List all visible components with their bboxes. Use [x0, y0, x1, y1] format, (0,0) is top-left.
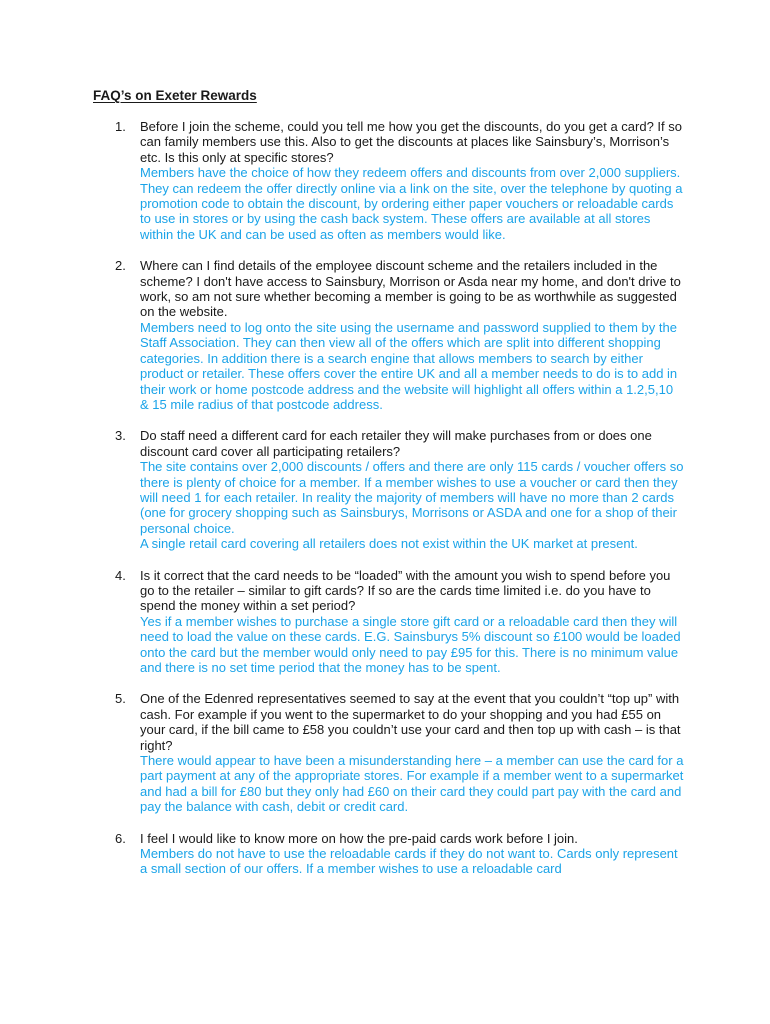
faq-number: 1. — [115, 119, 126, 134]
faq-number: 2. — [115, 258, 126, 274]
faq-number: 4. — [115, 567, 126, 583]
faq-question: One of the Edenred representatives seemed to say at the event that you couldn’t “top up” with cash. For example if you went to the supermarket to do your shopping and you had £55 on your card, if the bill came to £58 you couldn’t use your card and then top up with cash – is that right? — [140, 691, 681, 753]
faq-question: I feel I would like to know more on how the pre-paid cards work before I join. — [140, 830, 578, 846]
faq-item-6 — [115, 831, 685, 877]
faq-answer: The site contains over 2,000 discounts / offers and there are only 115 cards / voucher offers so there is plenty of choice for a member. If a member wishes to use a voucher or card then they will need 1 for each retailer. In reality the majority of members will have no more than 2 cards (one for grocery shopping such as Sainsburys, Morrisons or ASDA and one for a shop of their personal choice. — [140, 459, 684, 536]
faq-question: Is it correct that the card needs to be “loaded” with the amount you wish to spend before you go to the retailer – similar to gift cards? If so are the cards time limited i.e. do you have to spend the money within a set period? — [140, 567, 671, 614]
document-title: FAQ’s on Exeter Rewards — [93, 88, 257, 103]
faq-answer: Members do not have to use the reloadable cards if they do not want to. Cards only represent a small section of our offers. If a member wishes to use a reloadable card — [140, 846, 678, 877]
faq-question: Before I join the scheme, could you tell me how you get the discounts, do you get a card? If so can family members use this. Also to get the discounts at places like Sainsbury’s, Morrison’s etc. Is this only at specific stores? — [140, 119, 682, 165]
faq-answer-continued: A single retail card covering all retailers does not exist within the UK market at present. — [140, 536, 638, 552]
faq-item-4 — [115, 568, 685, 676]
faq-answer: Yes if a member wishes to purchase a single store gift card or a reloadable card then they will need to load the value on these cards. E.G. Sainsburys 5% discount so £100 would be loaded onto the card but the member would only need to pay £95 for this. There is no minimum value and there is no set time period that the money has to be spent. — [140, 613, 681, 675]
faq-question: Do staff need a different card for each retailer they will make purchases from or does one discount card cover all participating retailers? — [140, 428, 652, 459]
faq-question: Where can I find details of the employee discount scheme and the retailers included in the scheme? I don't have access to Sainsbury, Morrison or Asda near my home, and don't drive to work, so am not sure whether becoming a member is going to be as worthwhile as suggested on the website. — [140, 258, 681, 320]
faq-number: 3. — [115, 428, 126, 444]
faq-number: 5. — [115, 691, 126, 707]
faq-answer: Members have the choice of how they redeem offers and discounts from over 2,000 suppliers. They can redeem the offer directly online via a link on the site, over the telephone by quoting a promotion code to obtain the discount, by ordering either paper vouchers or reloadable cards to use in stores or by using the cash back system. These offers are available at all stores within the UK and can be used as often as members would like. — [140, 165, 683, 242]
faq-list — [115, 119, 685, 893]
faq-answer: Members need to log onto the site using the username and password supplied to them by the Staff Association. They can then view all of the offers which are split into different shopping categories. In addition there is a search engine that allows members to search by either product or retailer. These offers cover the entire UK and all a member needs to do is to add in their work or home postcode address and the website will highlight all offers within a 1.2,5,10 & 15 mile radius of that postcode address. — [140, 319, 678, 412]
faq-item-5 — [115, 691, 685, 814]
faq-number: 6. — [115, 830, 126, 846]
faq-item-1 — [115, 119, 685, 242]
faq-item-2 — [115, 258, 685, 412]
faq-answer: There would appear to have been a misunderstanding here – a member can use the card for a part payment at any of the appropriate stores. For example if a member went to a supermarket and had a bill for £80 but they only had £60 on their card they could part pay with the card and pay the balance with cash, debit or credit card. — [140, 753, 684, 815]
faq-item-3 — [115, 428, 685, 551]
